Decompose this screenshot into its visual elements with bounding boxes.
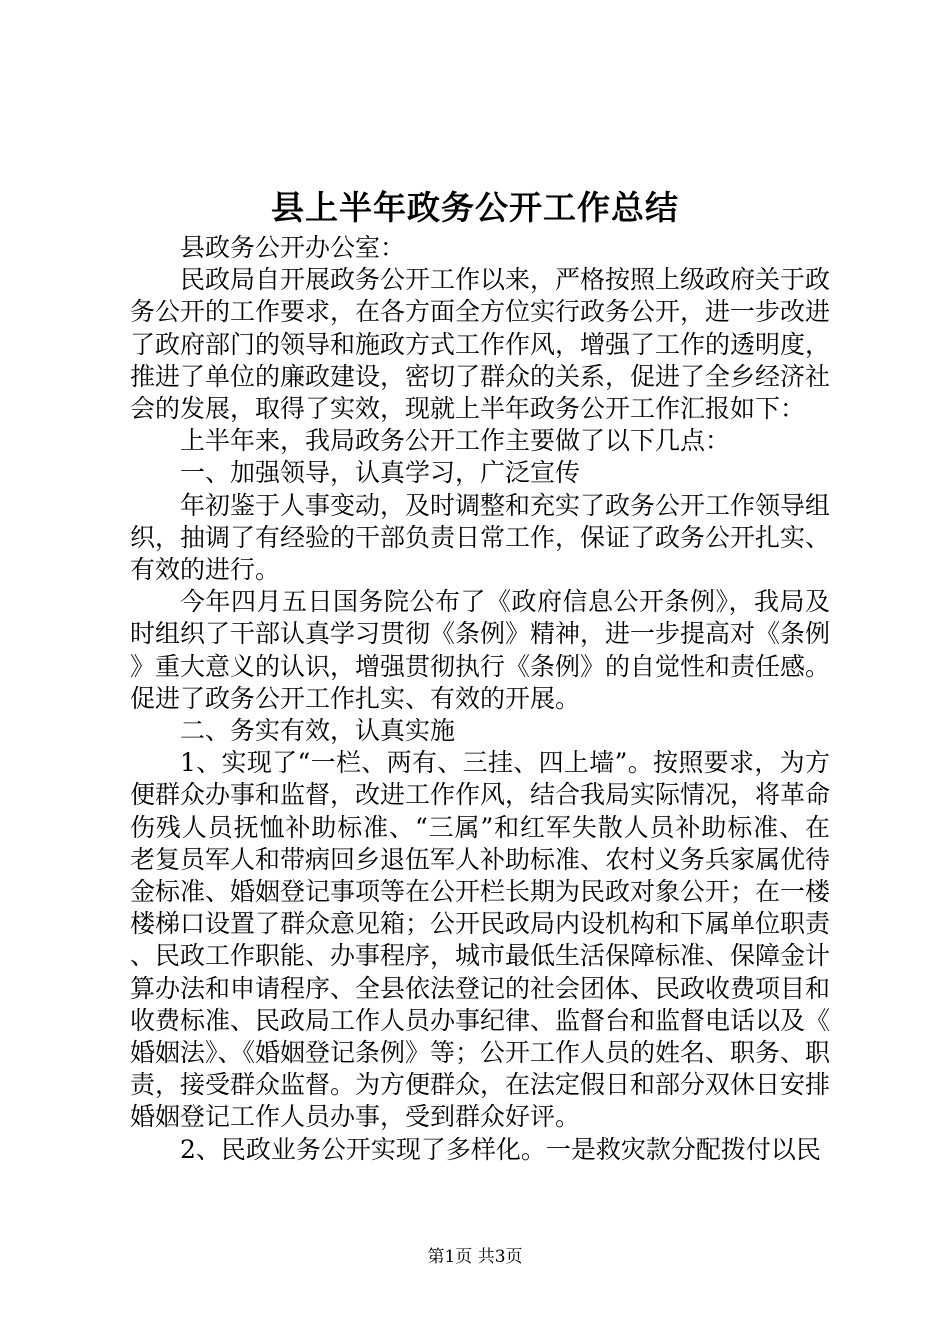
body-paragraph: 今年四月五日国务院公布了《政府信息公开条例》，我局及时组织了干部认真学习贯彻《条例》精神，进一步提高对《条例》重大意义的认识，增强贯彻执行《条例》的自觉性和责任感。促进了政务公开工作扎实、有效的开展。: [130, 587, 831, 713]
section-heading: 二、务实有效，认真实施: [180, 716, 456, 746]
body-paragraph: 1、实现了“一栏、两有、三挂、四上墙”。按照要求，为方便群众办事和监督，改进工作作风，结合我局实际情况，将革命伤残人员抚恤补助标准、“三属”和红军失散人员补助标准、在老复员军人和带病回乡退伍军人补助标准、农村义务兵家属优待金标准、婚姻登记事项等在公开栏长期为民政对象公开；在一楼楼梯口设置了群众意见箱；公开民政局内设机构和下属单位职责、民政工作职能、办事程序，城市最低生活保障标准、保障金计算办法和申请程序、全县依法登记的社会团体、民政收费项目和收费标准、民政局工作人员办事纪律、监督台和监督电话以及《婚姻法》、《婚姻登记条例》等；公开工作人员的姓名、职务、职责，接受群众监督。为方便群众，在法定假日和部分双休日安排婚姻登记工作人员办事，受到群众好评。: [130, 748, 831, 1132]
body-paragraph: 上半年来，我局政务公开工作主要做了以下几点：: [180, 426, 731, 456]
body-paragraph: 民政局自开展政务公开工作以来，严格按照上级政府关于政务公开的工作要求，在各方面全方位实行政务公开，进一步改进了政府部门的领导和施政方式工作作风，增强了工作的透明度，推进了单位的廉政建设，密切了群众的关系，促进了全乡经济社会的发展，取得了实效，现就上半年政务公开工作汇报如下：: [130, 265, 831, 424]
body-paragraph: 2、民政业务公开实现了多样化。一是救灾款分配拨付以民: [180, 1134, 821, 1164]
section-heading: 一、加强领导，认真学习，广泛宣传: [180, 458, 581, 488]
document-title: 县上半年政务公开工作总结: [271, 188, 679, 227]
document-body: [130, 232, 830, 1166]
salutation: 县政务公开办公室：: [180, 233, 406, 262]
body-paragraph: 年初鉴于人事变动，及时调整和充实了政务公开工作领导组织，抽调了有经验的干部负责日常工作，保证了政务公开扎实、有效的进行。: [130, 490, 831, 585]
page-number: 第1页 共3页: [427, 1247, 523, 1267]
